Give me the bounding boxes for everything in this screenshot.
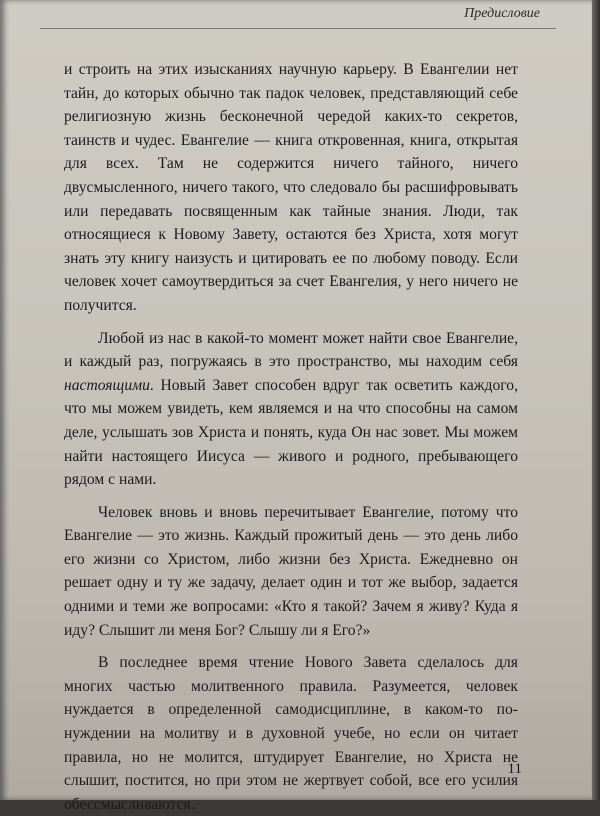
paragraph-2: Любой из нас в какой-то момент может найти свое Евангелие, и каждый раз, погружаясь в это пространство, мы находим себя настоящими. Новый Завет способен вдруг так осветить каждого, что мы можем увидеть, кем являемся и на что способны на самом деле, услышать зов Христа и понять, куда Он нас зовет. Мы можем найти настоящего Иисуса — живого и родного, пребывающего рядом с нами. <box>64 329 519 489</box>
page-number: 11 <box>507 761 522 777</box>
emphasis-word: настоящими <box>64 376 150 394</box>
chapter-title: Предисловие <box>464 6 540 21</box>
book-edge <box>592 0 600 800</box>
running-header <box>0 0 592 34</box>
paragraph-1: и строить на этих изысканиях научную карьеру. В Евангелии нет тайн, до которых обычно так падок человек, представляющий себе религиозную жизнь бесконечной чередой каких-то секретов, таинств и чудес. Евангелие — книга откровенная, книга, открытая для всех. Там не содержится ничего тайного, ничего двусмысленного, ничего такого, что следовало бы расшифровывать или передавать посвященным как тайные знания. Люди, так относящиеся к Новому Завету, остаются без Христа, хотя могут знать эту книгу наизусть и цитировать ее по любому поводу. Если человек хочет самоутвердиться за счет Евангелия, у него ничего не получится. <box>64 61 519 314</box>
paragraph-3: Человек вновь и вновь перечитывает Евангелие, потому что Евангелие — это жизнь. Каждый прожитый день — это день либо его жизни со Христом, либо жизни без Христа. Ежедневно он решает одну и ту же задачу, делает один и тот же выбор, задается одними и теми же вопросами: «Кто я такой? Зачем я живу? Куда я иду? Слышит ли меня Бог? Слышу ли я Его?» <box>64 503 519 639</box>
body-text <box>64 58 518 816</box>
header-rule <box>40 28 556 29</box>
paragraph-4: В последнее время чтение Нового Завета сделалось для многих частью молитвенного правила. Разумеется, человек нуждается в определенной самодисциплине, в каком-то понуждении на молитву и в духовной учебе, но если он читает правила, но не молится, штудирует Евангелие, но Христа не слышит, постится, но при этом не жертвует собой, все его усилия обессмысливаются. <box>64 654 518 813</box>
